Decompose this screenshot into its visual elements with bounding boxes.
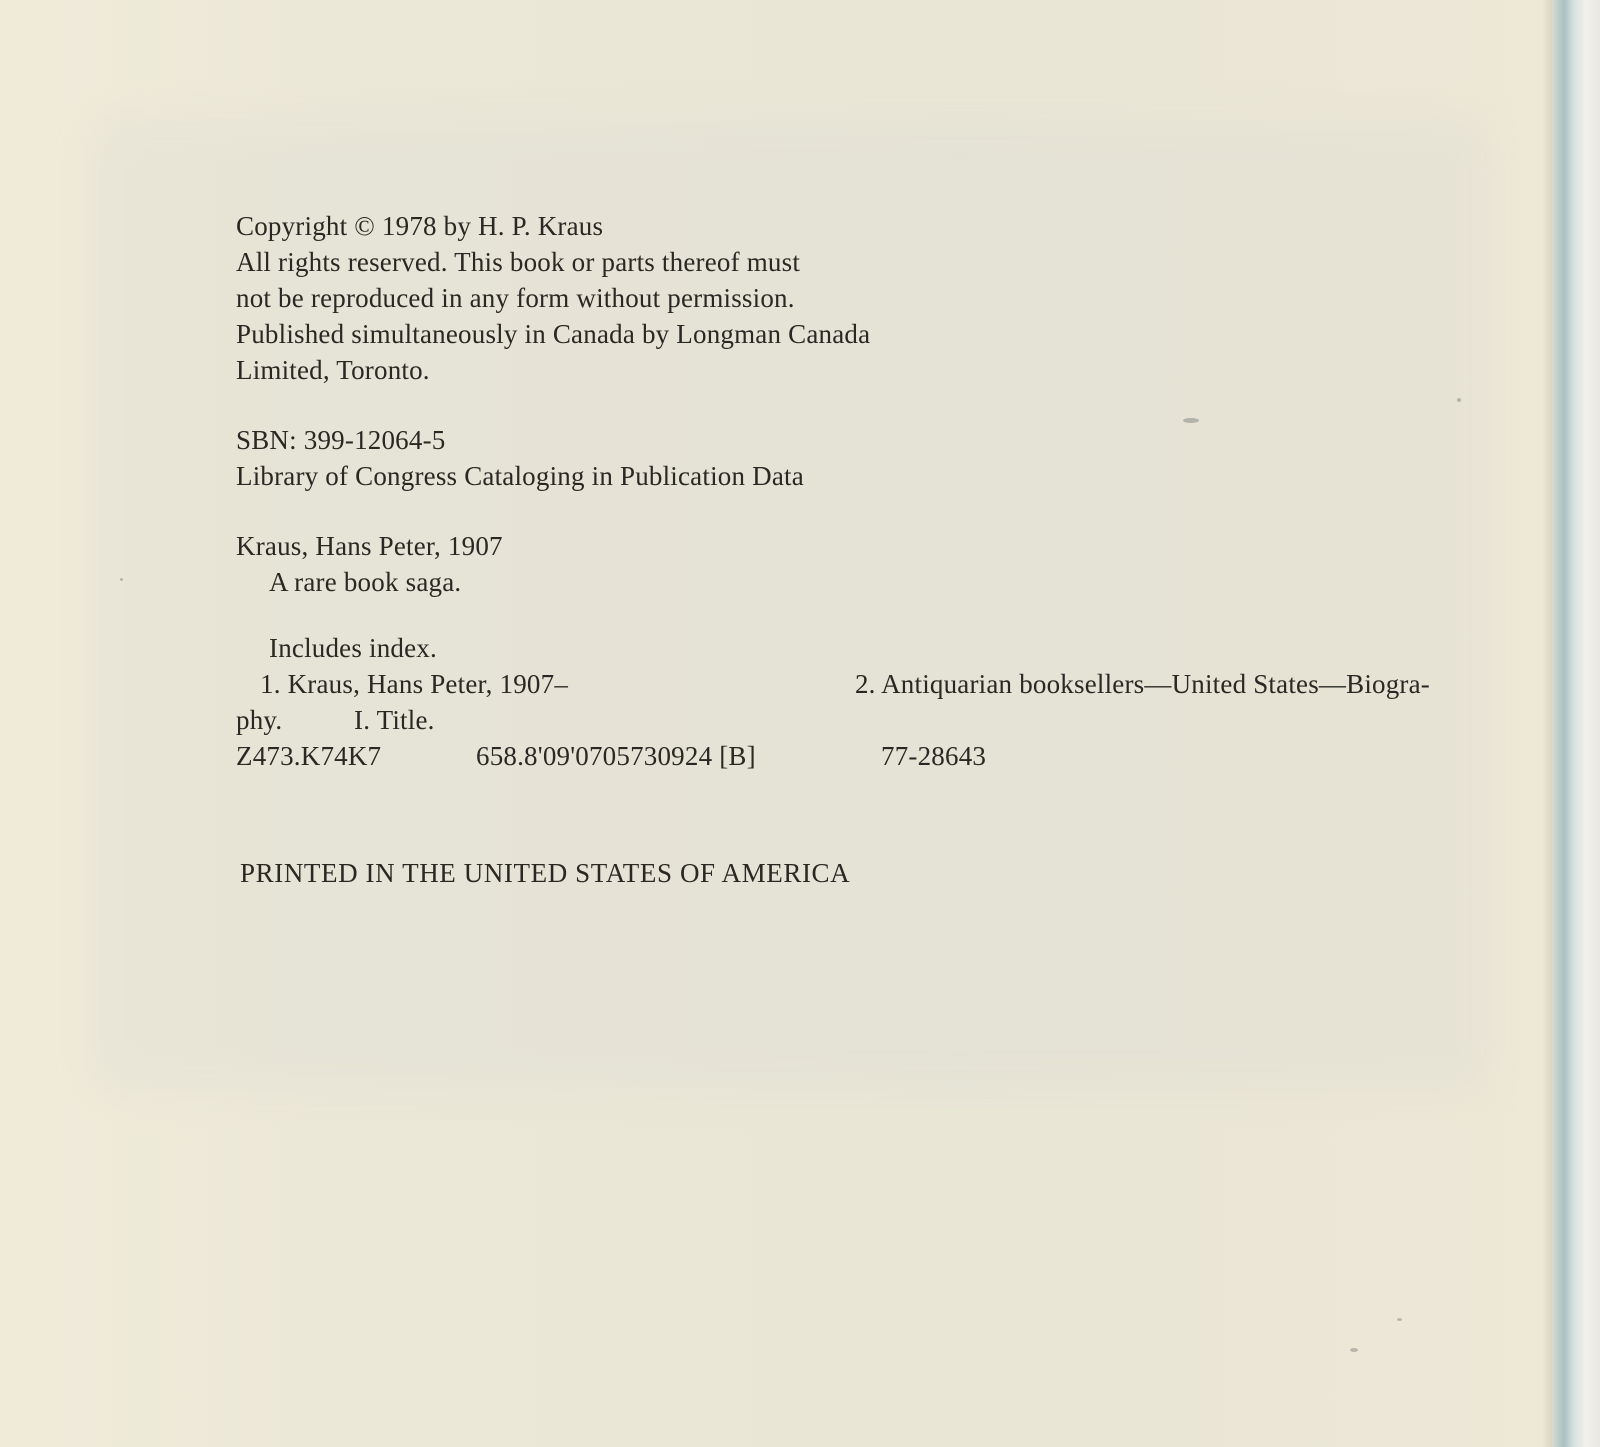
rights-line: All rights reserved. This book or parts thereof must (236, 247, 801, 277)
canada-publication-line-2: Limited, Toronto. (236, 355, 430, 385)
page-edge (1552, 0, 1600, 1447)
cip-author: Kraus, Hans Peter, 1907 (236, 531, 503, 561)
cip-subject-1: 1. Kraus, Hans Peter, 1907– (260, 669, 569, 699)
isbn-line: SBN: 399-12064-5 (236, 425, 446, 455)
paper-speck (120, 578, 123, 581)
cip-subject-2: 2. Antiquarian booksellers—United States—Biogra- (854, 669, 1430, 699)
cip-subjects (236, 666, 1430, 702)
spine-shadow (1542, 0, 1552, 1447)
cip-classification (236, 738, 1466, 774)
cip-subject-continuation (236, 702, 1466, 738)
copyright-line: Copyright © 1978 by H. P. Kraus (236, 211, 604, 241)
cip-subject-cont-a: phy. (236, 705, 283, 735)
cip-title: A rare book saga. (269, 567, 462, 597)
cip-heading: Library of Congress Cataloging in Publication Data (236, 461, 804, 491)
rights-line-2: not be reproduced in any form without permission. (236, 283, 795, 313)
cip-note: Includes index. (269, 633, 437, 663)
lccn: 77-28643 (881, 741, 987, 771)
copyright-page-text (236, 208, 1466, 774)
paper-speck (1397, 1318, 1402, 1321)
cip-title-entry: I. Title. (354, 705, 435, 735)
call-number: Z473.K74K7 (236, 741, 382, 771)
dewey-number: 658.8'09'0705730924 [B] (476, 741, 756, 771)
printed-in-line: PRINTED IN THE UNITED STATES OF AMERICA (240, 858, 851, 888)
paper-speck (1350, 1348, 1358, 1352)
canada-publication-line: Published simultaneously in Canada by Longman Canada (236, 319, 871, 349)
